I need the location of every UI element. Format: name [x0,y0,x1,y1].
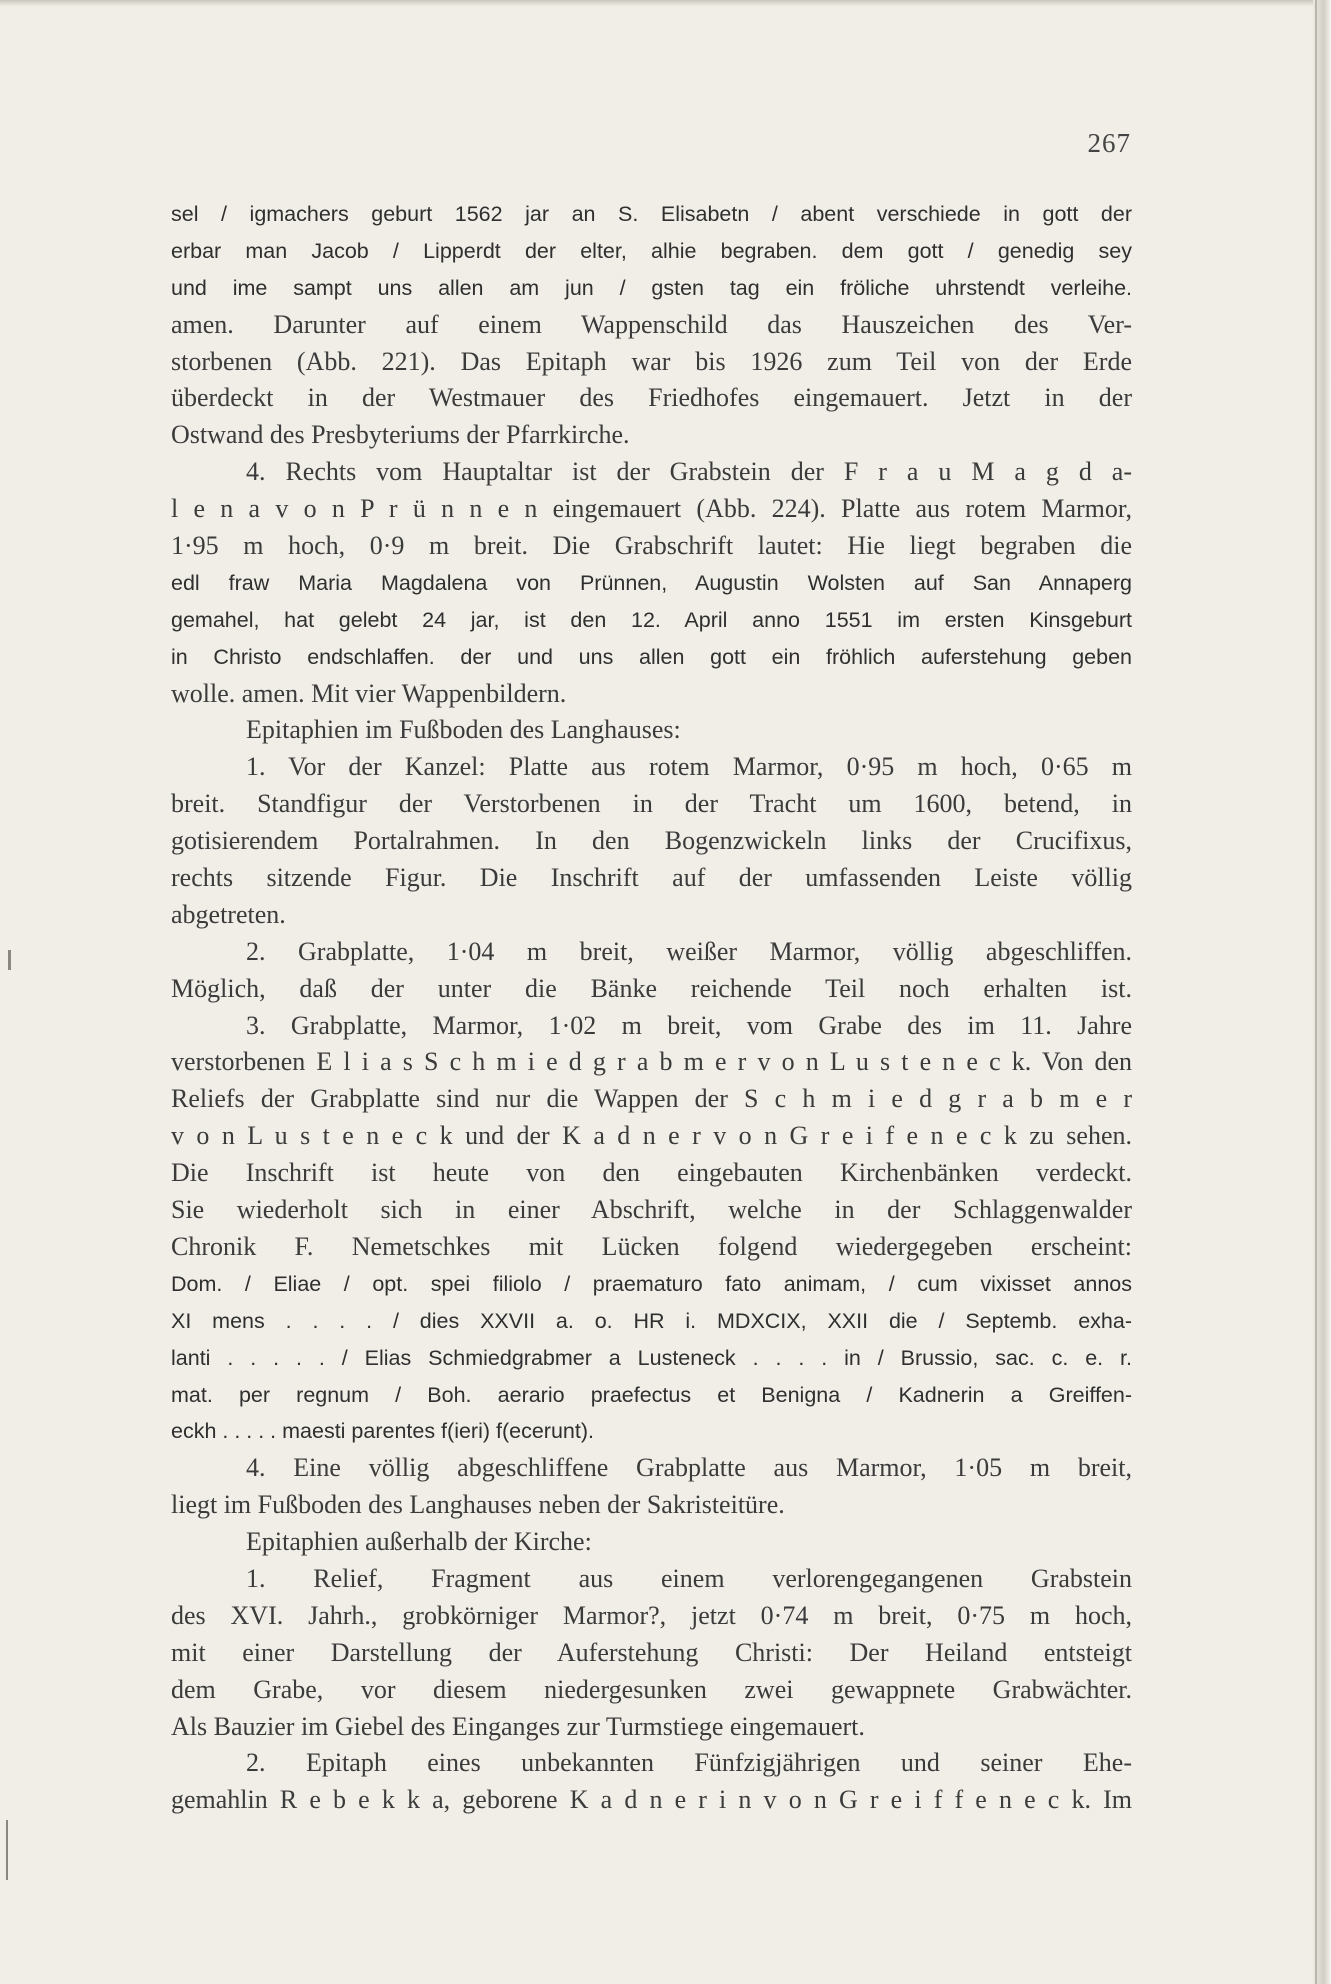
text-line: amen. Darunter auf einem Wappenschild das Hauszeichen des Ver- [171,309,1132,339]
margin-mark [8,950,11,970]
margin-mark [6,1820,8,1880]
text-line: Ostwand des Presbyteriums der Pfarrkirche. [171,420,630,450]
page-top-edge [0,0,1331,6]
text-line: dem Grabe, vor diesem niedergesunken zwei gewappnete Grabwächter. [171,1674,1132,1704]
text-line: in Christo endschlaffen. der und uns allen gott ein fröhlich auferstehung geben [171,644,1132,669]
text-line: gotisierendem Portalrahmen. In den Bogenzwickeln links der Crucifixus, [171,826,1132,856]
text-line: mit einer Darstellung der Auferstehung Christi: Der Heiland entsteigt [171,1637,1132,1667]
text-line: Chronik F. Nemetschkes mit Lücken folgend wiedergegeben erscheint: [171,1231,1132,1261]
text-line: und ime sampt uns allen am jun / gsten tag ein fröliche uhrstendt verleihe. [171,275,1132,300]
text-line: XI mens . . . . / dies XXVII a. o. HR i. MDXCIX, XXII die / Septemb. exha- [171,1308,1132,1333]
text-line: Reliefs der Grabplatte sind nur die Wappen der S c h m i e d g r a b m e r [171,1084,1132,1114]
text-line: eckh . . . . . maesti parentes f(ieri) f(ecerunt). [171,1419,594,1444]
text-line: storbenen (Abb. 221). Das Epitaph war bis 1926 zum Teil von der Erde [171,346,1132,376]
text-line: l e n a v o n P r ü n n e n eingemauert (Abb. 224). Platte aus rotem Marmor, [171,494,1132,524]
text-line: 1·95 m hoch, 0·9 m breit. Die Grabschrift lautet: Hie liegt begraben die [171,531,1132,561]
text-line: Die Inschrift ist heute von den eingebauten Kirchenbänken verdeckt. [171,1158,1132,1188]
text-line: 3. Grabplatte, Marmor, 1·02 m breit, vom Grabe des im 11. Jahre [246,1010,1132,1040]
body-text [171,196,1132,1819]
text-line: sel / igmachers geburt 1562 jar an S. Elisabetn / abent verschiede in gott der [171,202,1132,226]
text-line: lanti . . . . . / Elias Schmiedgrabmer a Lusteneck . . . . in / Brussio, sac. c. e. r. [171,1345,1132,1370]
text-line: gemahel, hat gelebt 24 jar, ist den 12. April anno 1551 im ersten Kinsgeburt [171,607,1132,632]
binding-line [1315,0,1317,1984]
text-line: Epitaphien im Fußboden des Langhauses: [246,715,681,745]
text-line: 4. Eine völlig abgeschliffene Grabplatte aus Marmor, 1·05 m breit, [246,1453,1132,1483]
text-line: des XVI. Jahrh., grobkörniger Marmor?, jetzt 0·74 m breit, 0·75 m hoch, [171,1600,1132,1630]
text-line: gemahlin R e b e k k a, geborene K a d n e r i n v o n G r e i f f e n e c k. Im [171,1785,1132,1815]
text-line: 2. Grabplatte, 1·04 m breit, weißer Marmor, völlig abgeschliffen. [246,936,1132,966]
text-line: Dom. / Eliae / opt. spei filiolo / praematuro fato animam, / cum vixisset annos [171,1271,1132,1296]
text-line: breit. Standfigur der Verstorbenen in der Tracht um 1600, betend, in [171,789,1132,819]
text-line: edl fraw Maria Magdalena von Prünnen, Augustin Wolsten auf San Annaperg [171,570,1132,595]
text-line: wolle. amen. Mit vier Wappenbildern. [171,678,567,708]
text-line: erbar man Jacob / Lipperdt der elter, alhie begraben. dem gott / genedig sey [171,238,1132,263]
text-line: liegt im Fußboden des Langhauses neben der Sakristeitüre. [171,1490,785,1520]
text-line: 2. Epitaph eines unbekannten Fünfzigjährigen und seiner Ehe- [246,1748,1132,1778]
text-line: Sie wiederholt sich in einer Abschrift, welche in der Schlaggenwalder [171,1195,1132,1225]
text-line: abgetreten. [171,899,286,929]
text-line: verstorbenen E l i a s S c h m i e d g r a b m e r v o n L u s t e n e c k. Von den [171,1047,1132,1077]
text-line: 1. Relief, Fragment aus einem verlorengegangenen Grabstein [246,1563,1132,1593]
text-line: Möglich, daß der unter die Bänke reichende Teil noch erhalten ist. [171,973,1132,1003]
text-line: 4. Rechts vom Hauptaltar ist der Grabstein der F r a u M a g d a- [246,457,1132,487]
text-line: v o n L u s t e n e c k und der K a d n e r v o n G r e i f e n e c k zu sehen. [171,1121,1132,1151]
text-line: 1. Vor der Kanzel: Platte aus rotem Marmor, 0·95 m hoch, 0·65 m [246,752,1132,782]
text-line: Epitaphien außerhalb der Kirche: [246,1527,592,1557]
page-number: 267 [1087,128,1131,158]
text-line: mat. per regnum / Boh. aerario praefectus et Benigna / Kadnerin a Greiffen- [171,1382,1132,1407]
text-line: überdeckt in der Westmauer des Friedhofes eingemauert. Jetzt in der [171,383,1132,413]
text-line: Als Bauzier im Giebel des Einganges zur Turmstiege eingemauert. [171,1711,865,1741]
text-line: rechts sitzende Figur. Die Inschrift auf der umfassenden Leiste völlig [171,863,1132,893]
